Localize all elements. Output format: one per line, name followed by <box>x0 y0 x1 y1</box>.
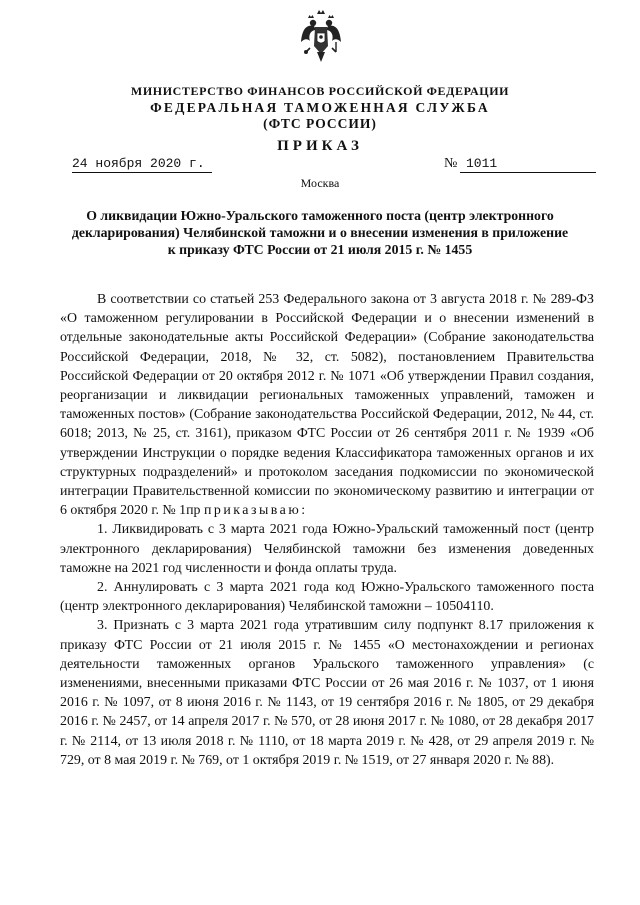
document-date: 24 ноября 2020 г. <box>72 156 212 173</box>
order-word: приказываю: <box>203 503 308 519</box>
document-city: Москва <box>300 176 340 190</box>
preamble-paragraph <box>60 290 594 520</box>
service-short-name: (ФТС РОССИИ) <box>263 116 377 131</box>
document-title: О ликвидации Южно-Уральского таможенного поста (центр электронного декларирования) Челябинской таможни и о внесении изменения в приложение к приказу ФТС России от 21 июля 2015 г. № 1455 <box>71 208 569 257</box>
service-name: ФЕДЕРАЛЬНАЯ ТАМОЖЕННАЯ СЛУЖБА <box>150 100 490 115</box>
ministry-name: МИНИСТЕРСТВО ФИНАНСОВ РОССИЙСКОЙ ФЕДЕРАЦИИ <box>130 84 510 98</box>
item-3-paragraph: 3. Признать с 3 марта 2021 года утратившим силу подпункт 8.17 приложения к приказу ФТС России от 21 июля 2015 г. № 1455 «О местонахождении и регионах деятельности таможенных органов Уральского таможенного управления» (с изменениями, внесенными приказами ФТС России от 26 мая 2016 г. № 1037, от 1 июня 2016 г. № 1097, от 8 июня 2016 г. № 1143, от 19 сентября 2016 г. № 1805, от 29 декабря 2016 г. № 2457, от 14 апреля 2017 г. № 570, от 28 июня 2017 г. № 1080, от 28 декабря 2017 г. № 2114, от 13 июля 2018 г. № 1110, от 18 марта 2019 г. № 428, от 29 апреля 2019 г. № 729, от 8 мая 2019 г. № 769, от 1 октября 2019 г. № 1519, от 27 января 2020 г. № 88). <box>60 618 594 768</box>
item-2-paragraph: 2. Аннулировать с 3 марта 2021 года код Южно-Уральского таможенного поста (центр электронного декларирования) Челябинской таможни – 10504110. <box>60 580 594 615</box>
document-type: ПРИКАЗ <box>277 138 363 154</box>
document-body <box>60 290 594 770</box>
document-number: 1011 <box>460 156 596 173</box>
russian-coat-of-arms-icon <box>300 8 342 64</box>
number-sign: № <box>444 156 458 171</box>
preamble-text: В соответствии со статьей 253 Федерального закона от 3 августа 2018 г. № 289-ФЗ «О таможенном регулировании в Российской Федерации и о внесении изменений в отдельные законодательные акты Российской Федерации» (Собрание законодательства Российской Федерации, 2018, № 32, ст. 5082), постановлением Правительства Российской Федерации от 20 октября 2012 г. № 1071 «Об утверждении Правил создания, реорганизации и ликвидации региональных таможенных управлений, таможен и таможенных постов» (Собрание законодательства Российской Федерации, 2012, № 44, ст. 6018; 2013, № 25, ст. 3161), приказом ФТС России от 26 сентября 2011 г. № 1939 «Об утверждении Инструкции о порядке ведения Классификатора таможенных органов и их структурных подразделений» и протоколом заседания подкомиссии по экономической интеграции Правительственной комиссии по экономическому развитию и интеграции от 6 октября 2020 г. № 1пр <box>60 292 594 519</box>
item-1-paragraph: 1. Ликвидировать с 3 марта 2021 года Южно-Уральский таможенный пост (центр электронного декларирования) Челябинской таможни без изменения доведенных таможне на 2021 год численности и фонда оплаты труда. <box>60 522 594 576</box>
